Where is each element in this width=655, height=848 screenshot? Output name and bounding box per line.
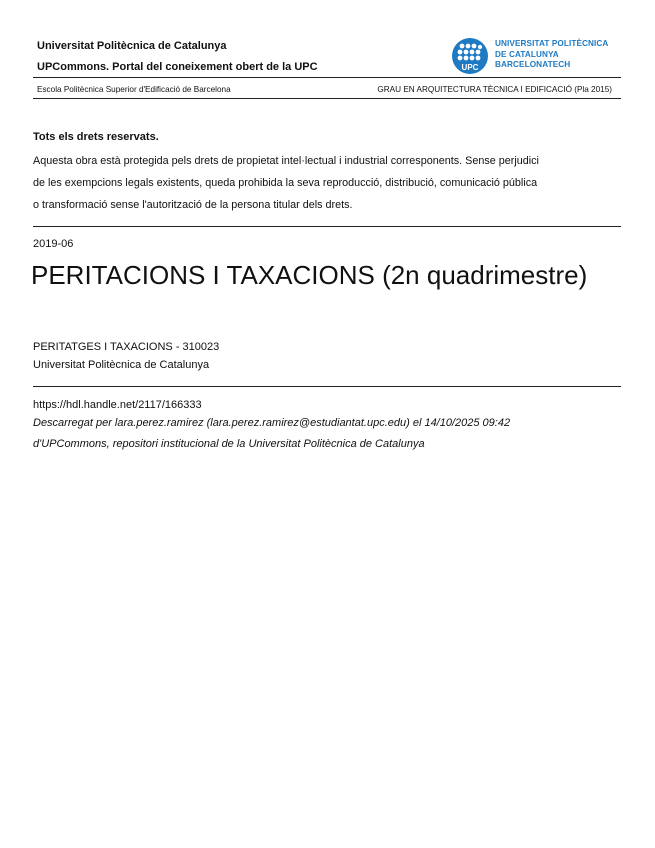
header-divider (33, 77, 621, 78)
svg-text:UPC: UPC (461, 63, 479, 72)
logo-line-3: BARCELONATECH (495, 60, 571, 69)
rights-title: Tots els drets reservats. (33, 131, 159, 143)
document-title: PERITACIONS I TAXACIONS (2n quadrimestre) (31, 260, 588, 290)
rights-line-2: de les exempcions legals existents, queda prohibida la seva reproducció, distribució, comunicació pública (33, 177, 538, 189)
repository-note: d'UPCommons, repositori institucional de la Universitat Politècnica de Catalunya (33, 438, 425, 450)
institution-name: Universitat Politècnica de Catalunya (33, 359, 210, 371)
footer-divider (33, 386, 621, 387)
handle-link[interactable]: https://hdl.handle.net/2117/166333 (33, 399, 202, 411)
rights-line-3: o transformació sense l'autorització de la persona titular dels drets. (33, 199, 353, 211)
logo-line-1: UNIVERSITAT POLITÈCNICA (495, 39, 609, 48)
upc-logo (450, 37, 625, 75)
document-date: 2019-06 (33, 238, 74, 250)
portal-name: UPCommons. Portal del coneixement obert de la UPC (37, 61, 318, 73)
download-note: Descarregat per lara.perez.ramirez (lara.perez.ramirez@estudiantat.upc.edu) el 14/10/2025 09:42 (33, 417, 511, 429)
school-name: Escola Politècnica Superior d'Edificació de Barcelona (37, 85, 231, 94)
rights-statement (33, 150, 603, 216)
subject-code: PERITATGES I TAXACIONS - 310023 (33, 341, 220, 353)
subheader-divider (33, 98, 621, 99)
logo-line-2: DE CATALUNYA (495, 49, 559, 59)
section-divider (33, 226, 621, 227)
upc-logo-icon (450, 37, 490, 75)
degree-name: GRAU EN ARQUITECTURA TÈCNICA I EDIFICACIÓ (Pla 2015) (377, 85, 612, 94)
rights-line-1: Aquesta obra està protegida pels drets de propietat intel·lectual i industrial corresponents. Sense perjudici (33, 155, 539, 167)
upc-logo-wordmark (495, 39, 608, 71)
university-name: Universitat Politècnica de Catalunya (37, 40, 227, 52)
